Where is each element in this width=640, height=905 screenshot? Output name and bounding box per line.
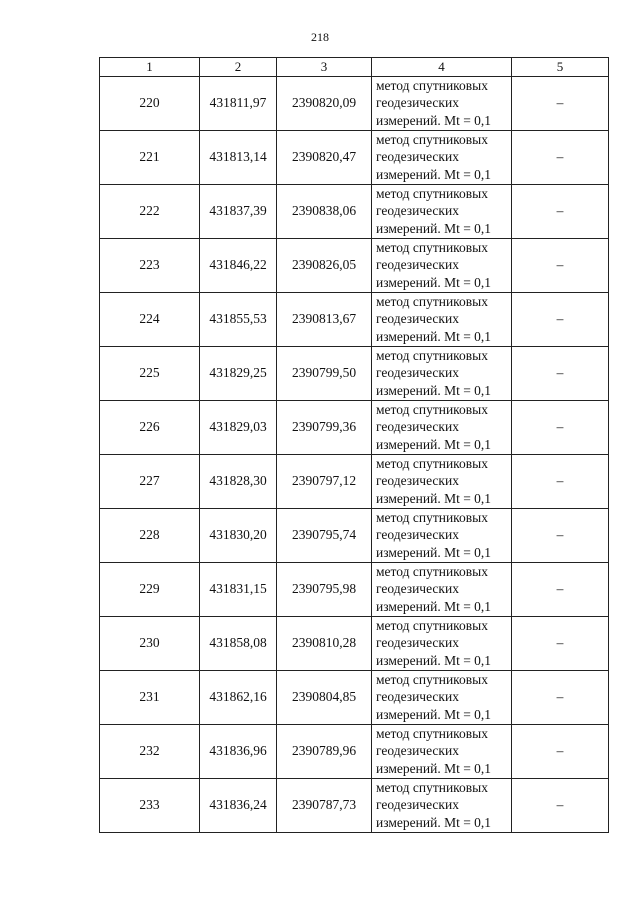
column-header-3: 3: [277, 58, 372, 77]
method-line: измерений. Mt = 0,1: [376, 490, 492, 506]
point-number-cell: 224: [100, 292, 200, 346]
method-cell: [372, 238, 512, 292]
method-line: геодезических: [376, 149, 459, 165]
table-row: [100, 76, 609, 130]
method-cell: [372, 778, 512, 832]
method-line: измерений. Mt = 0,1: [376, 598, 492, 614]
y-coordinate-cell: 2390799,36: [277, 400, 372, 454]
point-number-cell: 226: [100, 400, 200, 454]
table-row: [100, 238, 609, 292]
table-row: [100, 130, 609, 184]
method-line: геодезических: [376, 95, 459, 111]
y-coordinate-cell: 2390826,05: [277, 238, 372, 292]
method-cell: [372, 508, 512, 562]
note-cell: –: [512, 184, 609, 238]
method-line: метод спутниковых: [376, 725, 488, 741]
coordinates-table: [99, 57, 609, 833]
point-number-cell: 232: [100, 724, 200, 778]
method-line: измерений. Mt = 0,1: [376, 274, 492, 290]
method-line: геодезических: [376, 473, 459, 489]
note-cell: –: [512, 130, 609, 184]
method-line: геодезических: [376, 527, 459, 543]
y-coordinate-cell: 2390838,06: [277, 184, 372, 238]
method-line: измерений. Mt = 0,1: [376, 760, 492, 776]
method-line: геодезических: [376, 581, 459, 597]
method-cell: [372, 454, 512, 508]
method-line: метод спутниковых: [376, 347, 488, 363]
y-coordinate-cell: 2390813,67: [277, 292, 372, 346]
table-body: [100, 76, 609, 832]
point-number-cell: 225: [100, 346, 200, 400]
table-row: [100, 724, 609, 778]
point-number-cell: 231: [100, 670, 200, 724]
x-coordinate-cell: 431813,14: [200, 130, 277, 184]
method-line: измерений. Mt = 0,1: [376, 112, 492, 128]
method-line: метод спутниковых: [376, 401, 488, 417]
note-cell: –: [512, 400, 609, 454]
method-line: метод спутниковых: [376, 293, 488, 309]
x-coordinate-cell: 431862,16: [200, 670, 277, 724]
table-row: [100, 184, 609, 238]
table-row: [100, 670, 609, 724]
y-coordinate-cell: 2390795,74: [277, 508, 372, 562]
column-header-1: 1: [100, 58, 200, 77]
y-coordinate-cell: 2390810,28: [277, 616, 372, 670]
method-cell: [372, 130, 512, 184]
x-coordinate-cell: 431829,25: [200, 346, 277, 400]
note-cell: –: [512, 238, 609, 292]
method-line: геодезических: [376, 797, 459, 813]
method-cell: [372, 562, 512, 616]
y-coordinate-cell: 2390789,96: [277, 724, 372, 778]
method-line: геодезических: [376, 419, 459, 435]
x-coordinate-cell: 431858,08: [200, 616, 277, 670]
method-line: геодезических: [376, 257, 459, 273]
method-line: измерений. Mt = 0,1: [376, 814, 492, 830]
y-coordinate-cell: 2390797,12: [277, 454, 372, 508]
method-line: геодезических: [376, 311, 459, 327]
method-cell: [372, 292, 512, 346]
method-line: геодезических: [376, 365, 459, 381]
point-number-cell: 221: [100, 130, 200, 184]
method-line: измерений. Mt = 0,1: [376, 706, 492, 722]
method-line: метод спутниковых: [376, 671, 488, 687]
page-number: 218: [311, 30, 329, 44]
x-coordinate-cell: 431831,15: [200, 562, 277, 616]
method-line: геодезических: [376, 743, 459, 759]
point-number-cell: 230: [100, 616, 200, 670]
x-coordinate-cell: 431828,30: [200, 454, 277, 508]
point-number-cell: 233: [100, 778, 200, 832]
table-row: [100, 562, 609, 616]
point-number-cell: 229: [100, 562, 200, 616]
note-cell: –: [512, 778, 609, 832]
table-row: [100, 778, 609, 832]
table-row: [100, 292, 609, 346]
method-cell: [372, 184, 512, 238]
note-cell: –: [512, 562, 609, 616]
point-number-cell: 223: [100, 238, 200, 292]
column-header-4: 4: [372, 58, 512, 77]
note-cell: –: [512, 724, 609, 778]
method-line: метод спутниковых: [376, 563, 488, 579]
column-header-5: 5: [512, 58, 609, 77]
table-row: [100, 508, 609, 562]
y-coordinate-cell: 2390799,50: [277, 346, 372, 400]
method-line: метод спутниковых: [376, 455, 488, 471]
method-line: геодезических: [376, 635, 459, 651]
method-line: измерений. Mt = 0,1: [376, 166, 492, 182]
y-coordinate-cell: 2390787,73: [277, 778, 372, 832]
method-cell: [372, 346, 512, 400]
method-line: измерений. Mt = 0,1: [376, 328, 492, 344]
method-line: метод спутниковых: [376, 779, 488, 795]
method-cell: [372, 400, 512, 454]
method-cell: [372, 76, 512, 130]
x-coordinate-cell: 431846,22: [200, 238, 277, 292]
y-coordinate-cell: 2390820,47: [277, 130, 372, 184]
point-number-cell: 227: [100, 454, 200, 508]
note-cell: –: [512, 346, 609, 400]
method-line: измерений. Mt = 0,1: [376, 220, 492, 236]
column-header-2: 2: [200, 58, 277, 77]
note-cell: –: [512, 292, 609, 346]
table-row: [100, 454, 609, 508]
x-coordinate-cell: 431830,20: [200, 508, 277, 562]
method-line: метод спутниковых: [376, 239, 488, 255]
x-coordinate-cell: 431836,96: [200, 724, 277, 778]
x-coordinate-cell: 431837,39: [200, 184, 277, 238]
point-number-cell: 220: [100, 76, 200, 130]
method-cell: [372, 724, 512, 778]
method-cell: [372, 670, 512, 724]
x-coordinate-cell: 431855,53: [200, 292, 277, 346]
method-line: метод спутниковых: [376, 185, 488, 201]
x-coordinate-cell: 431829,03: [200, 400, 277, 454]
method-line: измерений. Mt = 0,1: [376, 652, 492, 668]
y-coordinate-cell: 2390804,85: [277, 670, 372, 724]
method-line: геодезических: [376, 689, 459, 705]
y-coordinate-cell: 2390820,09: [277, 76, 372, 130]
table-row: [100, 616, 609, 670]
method-line: метод спутниковых: [376, 509, 488, 525]
method-line: метод спутниковых: [376, 131, 488, 147]
method-line: измерений. Mt = 0,1: [376, 382, 492, 398]
method-cell: [372, 616, 512, 670]
point-number-cell: 228: [100, 508, 200, 562]
table-row: [100, 400, 609, 454]
point-number-cell: 222: [100, 184, 200, 238]
y-coordinate-cell: 2390795,98: [277, 562, 372, 616]
x-coordinate-cell: 431836,24: [200, 778, 277, 832]
method-line: геодезических: [376, 203, 459, 219]
note-cell: –: [512, 616, 609, 670]
note-cell: –: [512, 670, 609, 724]
note-cell: –: [512, 76, 609, 130]
note-cell: –: [512, 454, 609, 508]
table-header-row: [100, 58, 609, 77]
x-coordinate-cell: 431811,97: [200, 76, 277, 130]
method-line: метод спутниковых: [376, 617, 488, 633]
method-line: метод спутниковых: [376, 77, 488, 93]
note-cell: –: [512, 508, 609, 562]
method-line: измерений. Mt = 0,1: [376, 436, 492, 452]
method-line: измерений. Mt = 0,1: [376, 544, 492, 560]
table-row: [100, 346, 609, 400]
